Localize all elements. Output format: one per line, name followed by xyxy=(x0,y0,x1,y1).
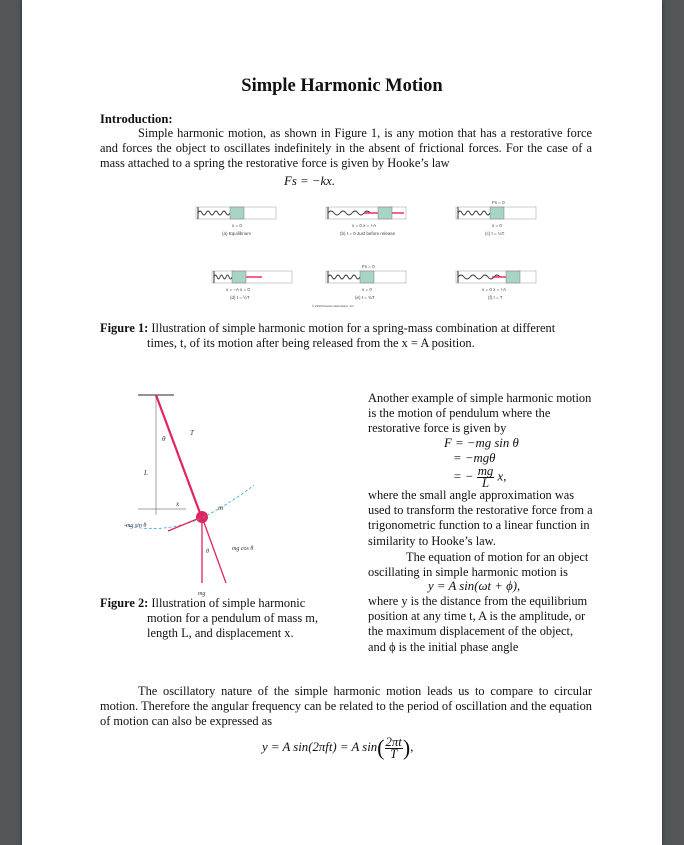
pendulum-eq-suffix: x, xyxy=(497,469,507,484)
length-label: L xyxy=(144,469,148,477)
panel-c-label: (c) t = ¼T xyxy=(485,231,505,236)
figure-2-caption-text: Illustration of simple harmonic xyxy=(151,596,306,610)
tension-label: T xyxy=(190,429,194,437)
panel-b xyxy=(326,207,406,236)
theta-label: θ xyxy=(162,435,166,443)
panel-d-label: (d) t = ½T xyxy=(230,295,250,300)
panel-a-pos: x = 0 xyxy=(232,223,242,228)
panel-d-pos: x = −A x = 0 xyxy=(226,287,250,292)
pendulum-equations xyxy=(444,436,519,489)
pendulum-string xyxy=(156,395,200,513)
figure-1-caption xyxy=(100,321,594,351)
final-eq-suffix: , xyxy=(410,739,414,754)
eom-equation: y = A sin(ωt + ϕ), xyxy=(428,579,521,593)
pendulum-diagram xyxy=(104,385,294,600)
pendulum-eq-den: L xyxy=(481,476,490,490)
eom-paragraph: The equation of motion for an object oscillating in simple harmonic motion is xyxy=(368,550,589,580)
figure-2-caption-text-2: motion for a pendulum of mass m, length L, and displacement x. xyxy=(147,611,319,641)
figure-1-caption-label: Figure 1: xyxy=(100,321,149,335)
final-eq-close-paren: ) xyxy=(402,735,411,760)
figure-1-caption-text: Illustration of simple harmonic motion for a spring-mass combination at different xyxy=(151,321,556,335)
panel-c xyxy=(456,200,536,236)
final-eq-den: T xyxy=(390,746,398,761)
spring-mass-diagram xyxy=(192,197,592,315)
mgsin-label: mg sin θ xyxy=(126,523,147,529)
intro-heading: Introduction: xyxy=(100,112,173,126)
figure-2-pendulum xyxy=(104,385,294,600)
panel-c-force: Fs = 0 xyxy=(492,200,505,205)
intro-paragraph: Simple harmonic motion, as shown in Figure 1, is any motion that has a restorative force and forces the object to oscillates indefinitely in the absent of frictional forces. For the case of a mass attached to a spring the restorative force is given by Hooke’s law xyxy=(100,126,592,171)
approximation-paragraph: where the small angle approximation was used to transform the restorative force from a trigonometric function to a linear function in similarity to Hooke’s law. xyxy=(368,488,593,548)
pendulum-paragraph: Another example of simple harmonic motion is the motion of pendulum where the restorative force is given by xyxy=(368,391,592,436)
panel-f-pos: x = 0 x = +A xyxy=(482,287,507,292)
x-label: x xyxy=(176,500,180,508)
pendulum-eq-line-1: F = −mg sin θ xyxy=(444,436,519,450)
mass-label: m xyxy=(218,504,224,512)
panel-a-label: (a) Equilibrium xyxy=(222,231,252,236)
hooke-equation: Fs = −kx. xyxy=(284,174,336,188)
panel-d xyxy=(212,271,292,300)
theta-label-2: θ xyxy=(206,549,209,555)
final-eq-num: 2πt xyxy=(385,734,402,749)
circular-motion-paragraph: The oscillatory nature of the simple harmonic motion leads us to compare to circular motion. Therefore the angular frequency can be related to the period of oscillation and the equation of motion can also be expressed as xyxy=(100,684,592,729)
figure-1-copyright: © 2010 Pearson Education, Inc. xyxy=(312,304,355,308)
document-page xyxy=(22,0,662,845)
mgcos-label: mg cos θ xyxy=(232,546,254,552)
pendulum-eq-line-2: = −mgθ xyxy=(453,451,496,465)
mg-label: mg xyxy=(198,591,206,597)
panel-f-label: (f) t = T xyxy=(488,295,503,300)
pendulum-eq-num: mg xyxy=(477,464,494,478)
panel-e-force: Fs = 0 xyxy=(362,264,375,269)
mgsin-arrow xyxy=(168,517,202,531)
figure-2-caption xyxy=(100,596,340,642)
eom-explanation: where y is the distance from the equilibrium position at any time t, A is the amplitude, or the maximum displacement of the object, and ϕ is the initial phase angle xyxy=(368,594,588,654)
panel-a xyxy=(196,207,276,236)
figure-2-caption-label: Figure 2: xyxy=(100,596,149,610)
panel-f xyxy=(456,271,536,300)
final-eq-left: y = A sin(2πft) = A sin xyxy=(262,739,378,754)
panel-e-label: (e) t = ¾T xyxy=(355,295,375,300)
pendulum-eq-line-3 xyxy=(444,466,519,489)
panel-b-pos: x = 0 x = +A xyxy=(352,223,377,228)
pendulum-eq-fraction xyxy=(477,466,495,489)
figure-1-illustration xyxy=(192,197,592,315)
figure-1-caption-text-2: times, t, of its motion after being released from the x = A position. xyxy=(147,336,475,351)
panel-e-pos: x = 0 xyxy=(362,287,372,292)
final-equation xyxy=(262,735,413,761)
final-eq-fraction xyxy=(385,734,403,761)
final-eq-open-paren: ( xyxy=(377,735,385,760)
panel-c-pos: x = 0 xyxy=(492,223,502,228)
page-title: Simple Harmonic Motion xyxy=(241,76,443,96)
panel-e xyxy=(326,264,406,300)
panel-b-label: (b) t = 0 Just before release xyxy=(340,231,396,236)
pendulum-eq-prefix: = − xyxy=(453,469,474,484)
